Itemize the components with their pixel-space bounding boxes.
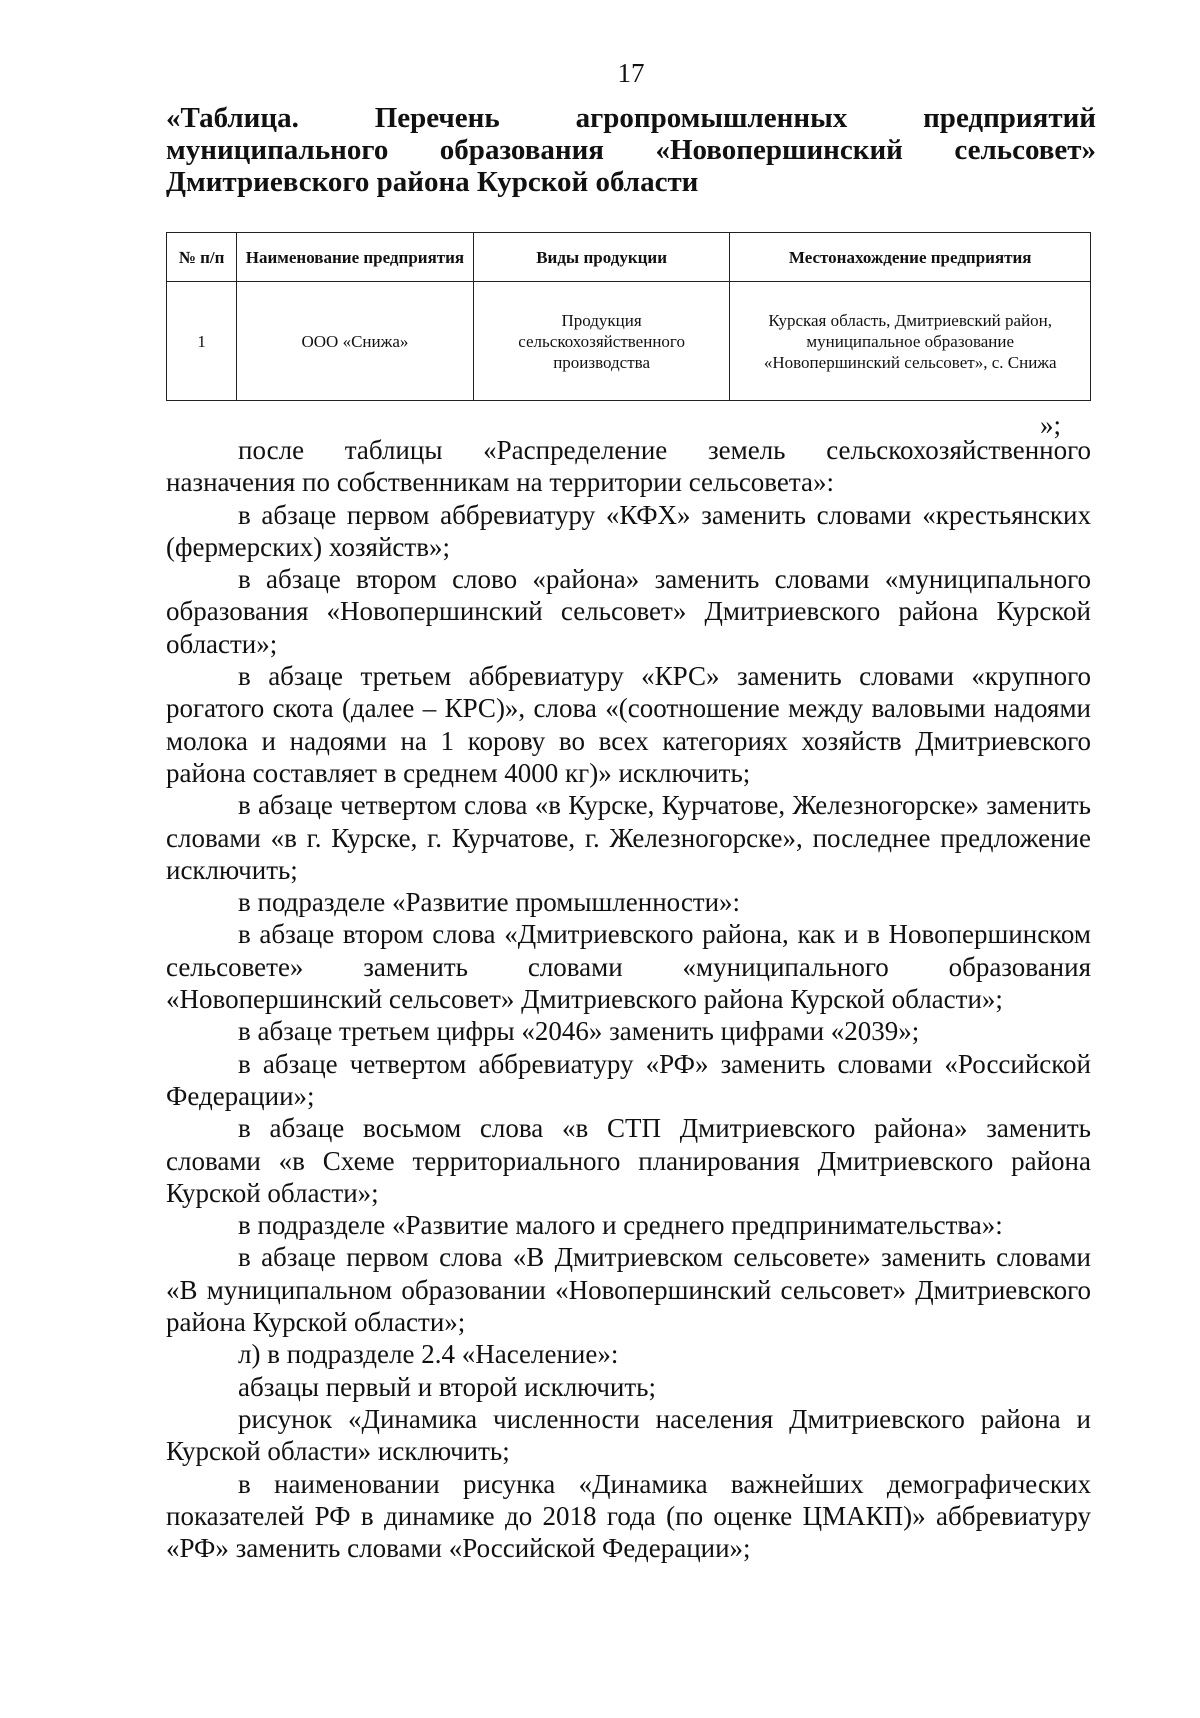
document-body [166,434,1091,1564]
enterprises-table [166,232,1091,401]
paragraph: в абзаце втором слова «Дмитриевского района, как и в Новопершинском сельсовете» заменить словами «муниципального образования «Новопершинский сельсовет» Дмитриевского района Курской области»; [166,919,1091,1015]
table-title-line: «Таблица. Перечень агропромышленных предприятий [166,102,1096,134]
cell-number: 1 [167,282,237,401]
cell-name: ООО «Снижа» [237,282,474,401]
paragraph: рисунок «Динамика численности населения Дмитриевского района и Курской области» исключить; [166,1403,1091,1467]
page-number: 17 [617,58,645,88]
cell-products: Продукция сельскохозяйственного производства [473,282,730,401]
cell-location: Курская область, Дмитриевский район, муниципальное образование «Новопершинский сельсовет», с. Снижа [730,282,1091,401]
paragraph: в абзаце третьем цифры «2046» заменить цифрами «2039»; [238,1016,920,1047]
paragraph: в абзаце первом аббревиатуру «КФХ» заменить словами «крестьянских (фермерских) хозяйств»; [166,499,1091,562]
paragraph: абзацы первый и второй исключить; [238,1371,656,1402]
paragraph: в абзаце четвертом аббревиатуру «РФ» заменить словами «Российской Федерации»; [166,1048,1091,1111]
table-row [167,282,1091,401]
paragraph: в абзаце втором слово «района» заменить словами «муниципального образования «Новопершинский сельсовет» Дмитриевского района Курской области»; [166,564,1091,659]
table-closing-quote: »; [1040,410,1062,440]
paragraph: в абзаце третьем аббревиатуру «КРС» заменить словами «крупного рогатого скота (далее – КРС)», слова «(соотношение между валовыми надоями молока и надоями на 1 корову во всех категориях хозяйств Дмитриевского района составляет в среднем 4000 кг)» исключить; [166,661,1091,788]
header-cell-number: № п/п [167,233,237,282]
paragraph: в абзаце четвертом слова «в Курске, Курчатове, Железногорске» заменить словами «в г. Курске, г. Курчатове, г. Железногорске», последнее предложение исключить; [166,790,1091,885]
paragraph: в абзаце первом слова «В Дмитриевском сельсовете» заменить словами «В муниципальном образовании «Новопершинский сельсовет» Дмитриевского района Курской области»; [166,1242,1091,1338]
table-title [166,102,1096,198]
paragraph: в абзаце восьмом слова «в СТП Дмитриевского района» заменить словами «в Схеме территориального планирования Дмитриевского района Курской области»; [166,1113,1091,1208]
table-title-line: Дмитриевского района Курской области [166,166,699,198]
header-cell-name: Наименование предприятия [237,233,474,282]
header-cell-location: Местонахождение предприятия [730,233,1091,282]
table-header-row [167,233,1091,282]
paragraph: л) в подразделе 2.4 «Население»: [238,1339,619,1370]
header-cell-products: Виды продукции [473,233,730,282]
paragraph: в подразделе «Развитие малого и среднего предпринимательства»: [238,1210,1003,1241]
paragraph: в подразделе «Развитие промышленности»: [238,887,741,918]
paragraph: в наименовании рисунка «Динамика важнейших демографических показателей РФ в динамике до 2018 года (по оценке ЦМАКП)» аббревиатуру «РФ» заменить словами «Российской Федерации»; [166,1468,1091,1564]
table-title-line: муниципального образования «Новопершинский сельсовет» [166,134,1096,166]
paragraph: после таблицы «Распределение земель сельскохозяйственного назначения по собственникам на территории сельсовета»: [166,435,1091,498]
